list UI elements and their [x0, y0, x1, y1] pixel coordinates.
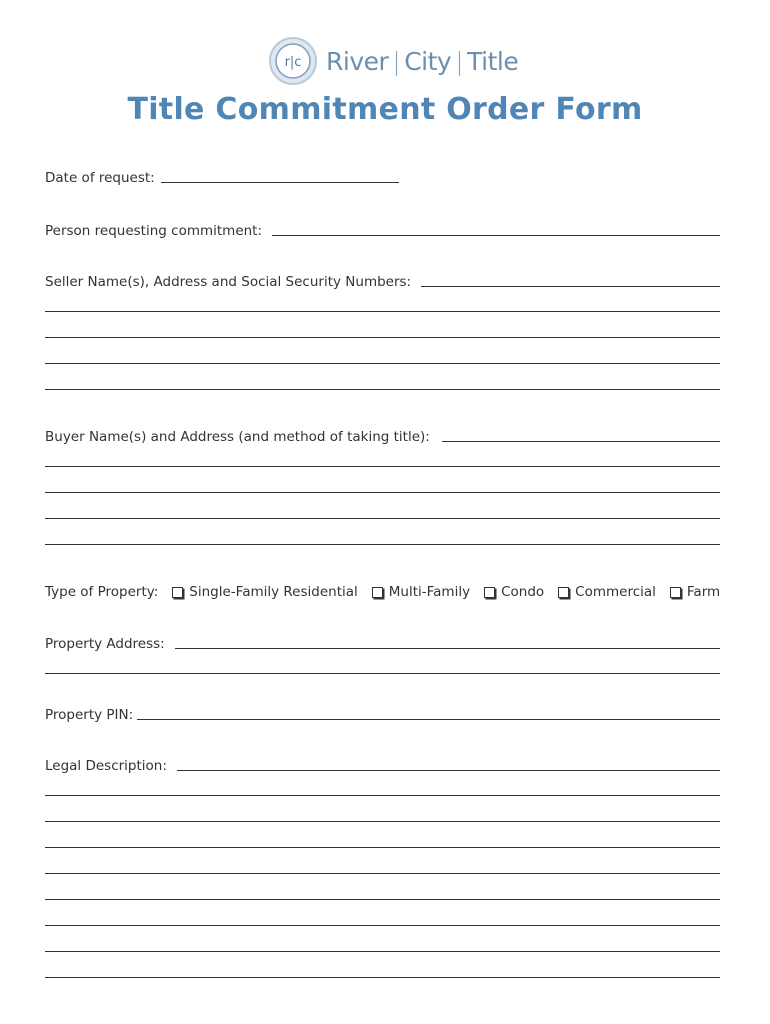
checkbox-icon[interactable] — [670, 587, 681, 598]
seller-line-2[interactable] — [45, 337, 720, 338]
property-address-label: Property Address: — [45, 636, 165, 652]
company-logo — [268, 35, 518, 87]
property-address-row — [45, 636, 720, 652]
legal-line-5[interactable] — [45, 899, 720, 900]
seller-row — [45, 274, 720, 290]
legal-line-7[interactable] — [45, 951, 720, 952]
option-label: Multi-Family — [388, 584, 471, 600]
logo-wordmark: River | City | Title — [326, 46, 519, 76]
date-label: Date of request: — [45, 170, 155, 186]
option-single-family[interactable] — [172, 584, 357, 600]
property-address-field[interactable] — [175, 648, 720, 649]
person-row — [45, 223, 720, 239]
person-label: Person requesting commitment: — [45, 223, 263, 239]
legal-line-1[interactable] — [45, 795, 720, 796]
buyer-line-2[interactable] — [45, 492, 720, 493]
property-pin-field[interactable] — [137, 719, 720, 720]
seller-field[interactable] — [421, 286, 720, 287]
option-label: Farm — [686, 584, 721, 600]
buyer-line-3[interactable] — [45, 518, 720, 519]
option-label: Condo — [501, 584, 545, 600]
option-farm[interactable] — [670, 584, 720, 600]
buyer-label: Buyer Name(s) and Address (and method of taking title): — [45, 429, 430, 445]
logo-mark-text: r|c — [284, 55, 302, 70]
checkbox-icon[interactable] — [172, 587, 183, 598]
legal-description-label: Legal Description: — [45, 758, 167, 774]
property-type-row — [45, 584, 720, 600]
option-commercial[interactable] — [558, 584, 656, 600]
checkbox-icon[interactable] — [484, 587, 495, 598]
option-multi-family[interactable] — [372, 584, 470, 600]
legal-line-6[interactable] — [45, 925, 720, 926]
logo-word-city: City — [404, 46, 452, 76]
property-pin-label: Property PIN: — [45, 707, 134, 723]
checkbox-icon[interactable] — [558, 587, 569, 598]
property-pin-row — [45, 707, 720, 723]
property-type-label: Type of Property: — [45, 584, 159, 600]
buyer-row — [45, 429, 720, 445]
seller-line-1[interactable] — [45, 311, 720, 312]
seller-label: Seller Name(s), Address and Social Security Numbers: — [45, 274, 412, 290]
person-field[interactable] — [272, 235, 720, 236]
seller-line-3[interactable] — [45, 363, 720, 364]
logo-mark-icon — [268, 36, 318, 86]
legal-line-3[interactable] — [45, 847, 720, 848]
option-condo[interactable] — [484, 584, 544, 600]
legal-description-row — [45, 758, 720, 774]
date-row — [45, 170, 720, 186]
buyer-field[interactable] — [442, 441, 720, 442]
option-label: Single-Family Residential — [189, 584, 358, 600]
property-address-line-1[interactable] — [45, 673, 720, 674]
form-title: Title Commitment Order Form — [127, 92, 643, 127]
legal-description-field[interactable] — [177, 770, 720, 771]
checkbox-icon[interactable] — [372, 587, 383, 598]
logo-word-river: River — [326, 46, 389, 76]
legal-line-2[interactable] — [45, 821, 720, 822]
buyer-line-1[interactable] — [45, 466, 720, 467]
option-label: Commercial — [575, 584, 656, 600]
legal-line-4[interactable] — [45, 873, 720, 874]
logo-word-title: Title — [467, 46, 519, 76]
buyer-line-4[interactable] — [45, 544, 720, 545]
date-field[interactable] — [161, 182, 399, 183]
seller-line-4[interactable] — [45, 389, 720, 390]
legal-line-8[interactable] — [45, 977, 720, 978]
